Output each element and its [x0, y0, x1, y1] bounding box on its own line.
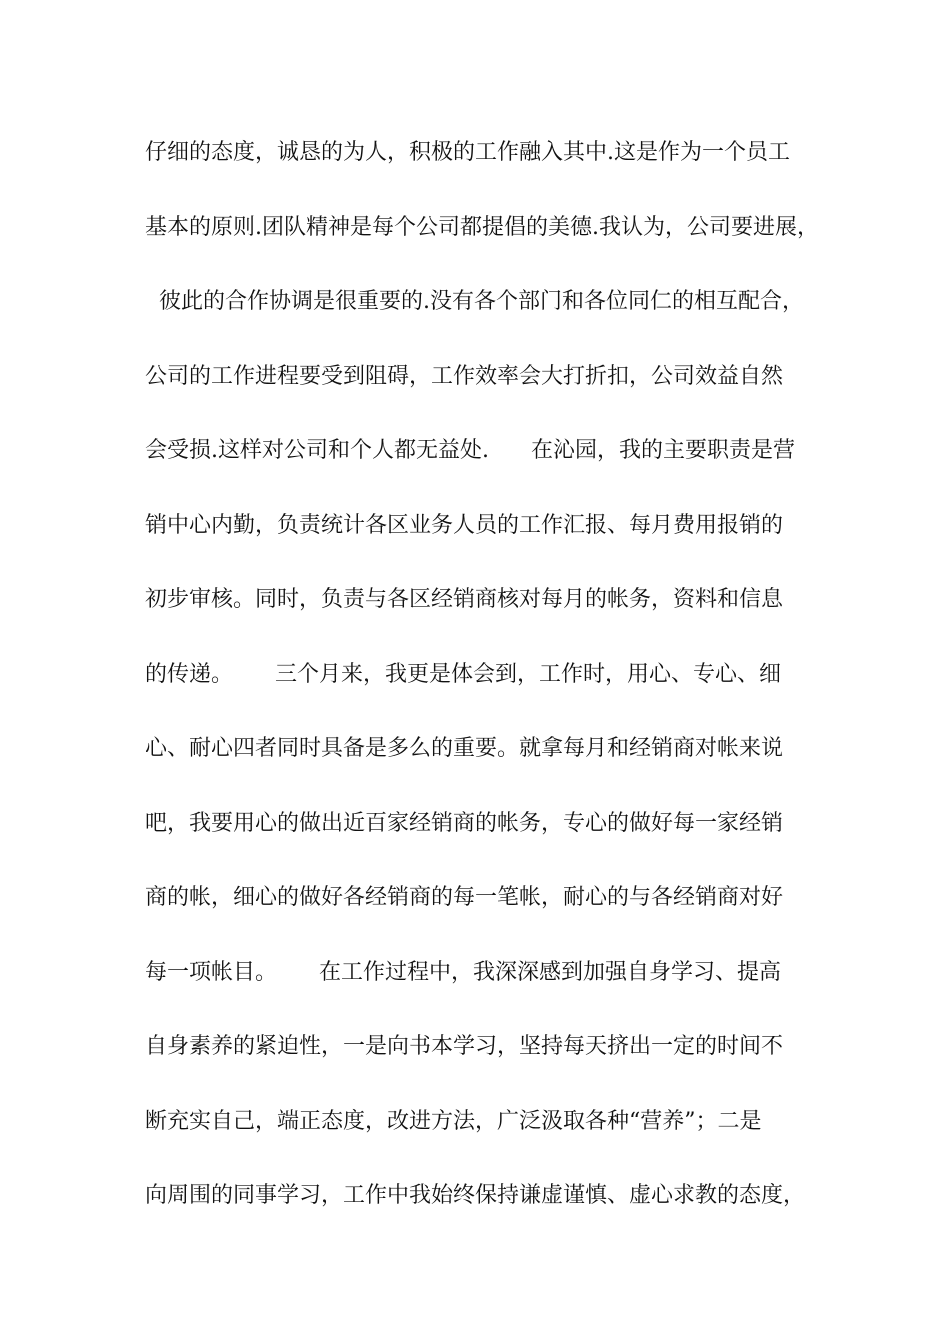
text-line: 基本的原则.团队精神是每个公司都提倡的美德.我认为，公司要进展， — [145, 214, 819, 240]
text-line: 初步审核。同时，负责与各区经销商核对每月的帐务，资料和信息 — [145, 587, 784, 612]
text-line: 的传递。 三个月来，我更是体会到，工作时，用心、专心、细 — [145, 661, 781, 687]
text-line: 吧，我要用心的做出近百家经销商的帐务，专心的做好每一家经销 — [145, 810, 784, 836]
text-line: 心、耐心四者同时具备是多么的重要。就拿每月和经销商对帐来说 — [145, 736, 784, 761]
body-text — [145, 131, 825, 1249]
text-line: 每一项帐目。 在工作过程中，我深深感到加强自身学习、提高 — [145, 959, 781, 985]
text-line: 会受损.这样对公司和个人都无益处. 在沁园，我的主要职责是营 — [145, 438, 795, 463]
text-line: 公司的工作进程要受到阻碍，工作效率会大打折扣，公司效益自然 — [145, 363, 784, 389]
text-line: 彼此的合作协调是很重要的.没有各个部门和各位同仁的相互配合， — [145, 289, 804, 314]
text-line: 销中心内勤，负责统计各区业务人员的工作汇报、每月费用报销的 — [145, 512, 784, 538]
text-line: 自身素养的紧迫性，一是向书本学习，坚持每天挤出一定的时间不 — [145, 1034, 784, 1059]
text-line: 向周围的同事学习，工作中我始终保持谦虚谨慎、虚心求教的态度， — [145, 1183, 806, 1208]
text-line: 仔细的态度，诚恳的为人，积极的工作融入其中.这是作为一个员工 — [145, 140, 790, 165]
text-line: 商的帐，细心的做好各经销商的每一笔帐，耐心的与各经销商对好 — [145, 885, 784, 910]
text-line: 断充实自己，端正态度，改进方法，广泛汲取各种“营养”；二是 — [145, 1108, 762, 1134]
